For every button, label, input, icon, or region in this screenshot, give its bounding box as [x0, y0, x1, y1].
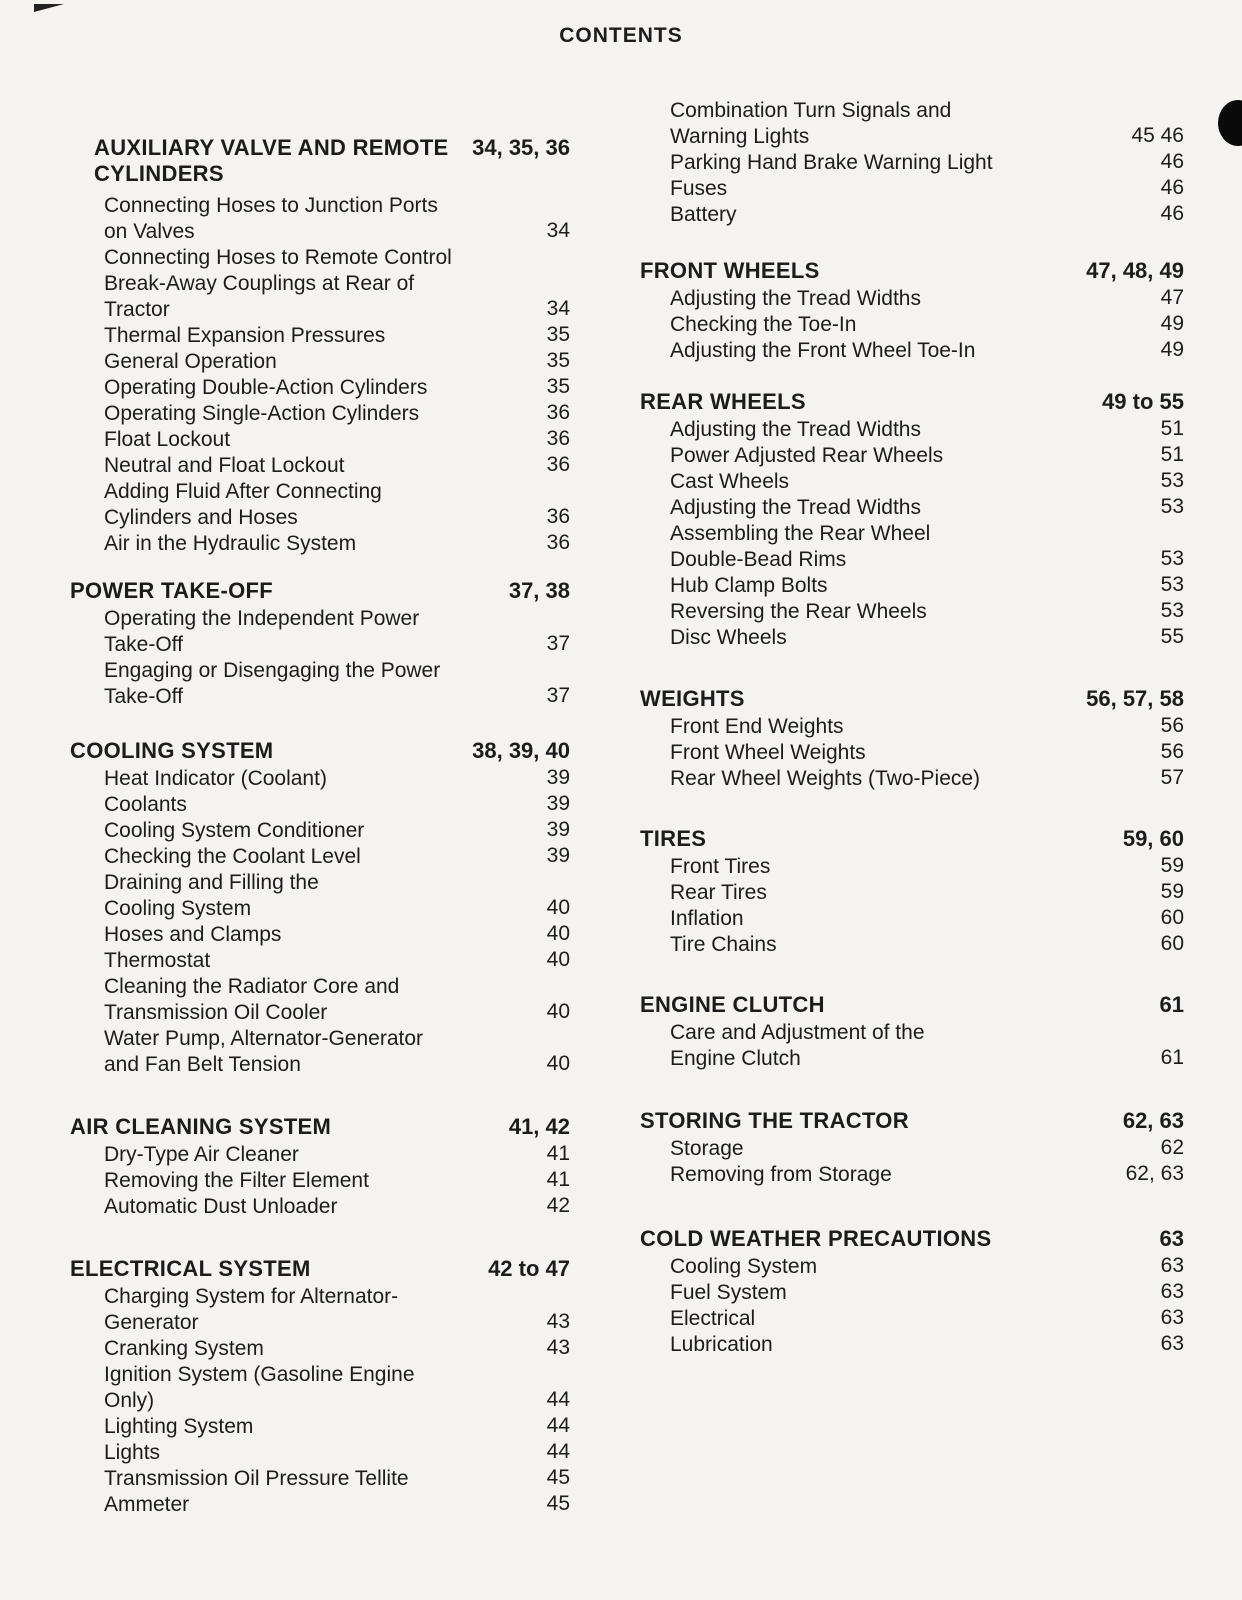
- toc-entry[interactable]: [0, 658, 610, 710]
- toc-entry-page: 36: [546, 453, 570, 476]
- toc-entry-page: 35: [546, 349, 570, 372]
- toc-entry-page: 39: [546, 818, 570, 841]
- toc-entry-page: 45: [546, 1492, 570, 1515]
- toc-entry-page: 36: [546, 505, 570, 528]
- toc-section: [0, 1256, 610, 1518]
- toc-entry-page: 49: [1160, 338, 1184, 361]
- toc-entry[interactable]: [640, 714, 1240, 740]
- toc-entry[interactable]: [0, 766, 610, 792]
- toc-entry-page: 40: [546, 1052, 570, 1075]
- section-heading-text: POWER TAKE-OFF: [70, 578, 273, 603]
- section-heading-text: ENGINE CLUTCH: [640, 992, 825, 1017]
- toc-entry-label: Heat Indicator (Coolant): [104, 767, 327, 790]
- toc-entry-label: Thermostat: [104, 949, 211, 972]
- toc-entry-label: Reversing the Rear Wheels: [670, 600, 927, 623]
- toc-entry-page: 39: [546, 844, 570, 867]
- toc-entry-label: Ammeter: [104, 1493, 190, 1516]
- toc-entry-page: 36: [546, 531, 570, 554]
- toc-entry-page: 53: [1160, 573, 1184, 596]
- toc-entry-label: Dry-Type Air Cleaner: [104, 1143, 299, 1166]
- toc-entry[interactable]: [0, 1362, 610, 1414]
- toc-entry[interactable]: [0, 948, 610, 974]
- section-page-numbers: 56, 57, 58: [1086, 686, 1184, 711]
- toc-entry-label: Adjusting the Tread Widths: [670, 287, 921, 310]
- toc-entry-page: 40: [546, 1000, 570, 1023]
- section-page-numbers: 37, 38: [508, 578, 570, 603]
- toc-entry[interactable]: [0, 1194, 610, 1220]
- toc-entry-label: Engaging or Disengaging the Power Take-Off: [104, 659, 441, 708]
- toc-entry-label: Draining and Filling the Cooling System: [104, 871, 319, 920]
- section-heading[interactable]: [640, 1108, 1240, 1136]
- section-page-numbers: 59, 60: [1122, 826, 1184, 851]
- section-heading-text: AIR CLEANING SYSTEM: [70, 1114, 332, 1139]
- toc-entry-page: 47: [1160, 286, 1184, 309]
- toc-entry[interactable]: [640, 1162, 1240, 1188]
- toc-section: [0, 738, 610, 1078]
- toc-entry-label: Cast Wheels: [670, 470, 790, 493]
- section-heading-text: REAR WHEELS: [640, 389, 806, 414]
- corner-mark: [34, 4, 64, 12]
- toc-entry-label: Operating Single-Action Cylinders: [104, 402, 420, 425]
- toc-section: [640, 1108, 1240, 1188]
- section-heading[interactable]: [0, 578, 610, 606]
- toc-entry-page: 41: [546, 1168, 570, 1191]
- section-page-numbers: 47, 48, 49: [1086, 258, 1184, 283]
- toc-entry-label: Lighting System: [104, 1415, 254, 1438]
- toc-entry-label: Parking Hand Brake Warning Light: [670, 151, 993, 174]
- toc-entry-label: Thermal Expansion Pressures: [104, 324, 386, 347]
- toc-entry-label: Checking the Toe-In: [670, 313, 857, 336]
- toc-entry[interactable]: [0, 375, 610, 401]
- toc-entry[interactable]: [640, 740, 1240, 766]
- toc-entry[interactable]: [640, 417, 1240, 443]
- toc-entry[interactable]: [0, 245, 610, 323]
- section-page-numbers: 63: [1159, 1226, 1184, 1251]
- section-page-numbers: 41, 42: [508, 1114, 570, 1139]
- section-page-numbers: 42 to 47: [488, 1256, 570, 1281]
- toc-entry-page: 36: [546, 401, 570, 424]
- section-heading[interactable]: [0, 135, 610, 193]
- section-heading-text: TIRES: [640, 826, 707, 851]
- toc-entry-page: 53: [1160, 599, 1184, 622]
- toc-entry-page: 53: [1160, 469, 1184, 492]
- toc-entry-label: Rear Wheel Weights (Two-Piece): [670, 767, 981, 790]
- toc-entry[interactable]: [0, 818, 610, 844]
- toc-entry-page: 35: [546, 323, 570, 346]
- section-page-numbers: 61: [1159, 992, 1184, 1017]
- toc-entry-page: 62: [1160, 1136, 1184, 1159]
- toc-entry[interactable]: [640, 573, 1240, 599]
- toc-entry[interactable]: [0, 401, 610, 427]
- toc-section: [640, 1226, 1240, 1358]
- toc-entry-page: 56: [1160, 740, 1184, 763]
- toc-entry-label: Lights: [104, 1441, 161, 1464]
- toc-entry[interactable]: [0, 193, 610, 245]
- toc-entry[interactable]: [0, 349, 610, 375]
- toc-entry-page: 43: [546, 1336, 570, 1359]
- toc-entry-page: 60: [1160, 932, 1184, 955]
- toc-entry-page: 61: [1160, 1046, 1184, 1069]
- toc-entry[interactable]: [640, 521, 1240, 573]
- toc-entry-page: 59: [1160, 854, 1184, 877]
- toc-entry-page: 40: [546, 948, 570, 971]
- toc-entry-page: 41: [546, 1142, 570, 1165]
- toc-entry-page: 63: [1160, 1280, 1184, 1303]
- toc-entry-label: Neutral and Float Lockout: [104, 454, 345, 477]
- toc-entry-page: 44: [546, 1388, 570, 1411]
- toc-entry[interactable]: [640, 1136, 1240, 1162]
- toc-entry-page: 37: [546, 684, 570, 707]
- toc-entry-page: 36: [546, 427, 570, 450]
- toc-entry-label: Ignition System (Gasoline Engine Only): [104, 1363, 415, 1412]
- toc-entry[interactable]: [0, 922, 610, 948]
- toc-entry[interactable]: [0, 1414, 610, 1440]
- toc-entry-label: Combination Turn Signals and Warning Lights: [670, 99, 952, 148]
- section-page-numbers: 38, 39, 40: [472, 738, 570, 763]
- toc-entry[interactable]: [640, 906, 1240, 932]
- toc-entry[interactable]: [640, 338, 1240, 364]
- toc-entry-page: 44: [546, 1414, 570, 1437]
- toc-entry-page: 56: [1160, 714, 1184, 737]
- toc-entry[interactable]: [640, 176, 1240, 202]
- section-heading[interactable]: [640, 258, 1240, 286]
- toc-entry[interactable]: [0, 453, 610, 479]
- toc-entry-label: Connecting Hoses to Junction Ports on Valves: [104, 194, 438, 243]
- page-title: CONTENTS: [559, 24, 683, 47]
- toc-entry-label: Adjusting the Front Wheel Toe-In: [670, 339, 976, 362]
- toc-entry-label: Coolants: [104, 793, 187, 816]
- toc-section: [640, 826, 1240, 958]
- toc-section: [640, 98, 1240, 228]
- toc-entry[interactable]: [640, 1306, 1240, 1332]
- toc-entry-page: 37: [546, 632, 570, 655]
- toc-entry[interactable]: [640, 1020, 1240, 1072]
- toc-entry-page: 60: [1160, 906, 1184, 929]
- section-heading-text: ELECTRICAL SYSTEM: [70, 1256, 311, 1281]
- toc-entry-label: Lubrication: [670, 1333, 773, 1356]
- toc-entry-label: Cooling System: [670, 1255, 818, 1278]
- section-heading[interactable]: [0, 1256, 610, 1284]
- toc-entry[interactable]: [640, 880, 1240, 906]
- toc-entry-label: Rear Tires: [670, 881, 767, 904]
- toc-entry-label: Cranking System: [104, 1337, 264, 1360]
- section-heading-text: WEIGHTS: [640, 686, 745, 711]
- toc-entry-label: Electrical: [670, 1307, 756, 1330]
- toc-entry-page: 53: [1160, 547, 1184, 570]
- section-heading[interactable]: [640, 826, 1240, 854]
- toc-entry[interactable]: [0, 1466, 610, 1492]
- toc-entry[interactable]: [0, 792, 610, 818]
- toc-entry[interactable]: [0, 974, 610, 1026]
- toc-entry-page: 46: [1160, 150, 1184, 173]
- toc-entry-label: Assembling the Rear Wheel Double-Bead Rims: [670, 522, 931, 571]
- toc-entry-label: Operating the Independent Power Take-Off: [104, 607, 420, 656]
- toc-entry[interactable]: [640, 599, 1240, 625]
- toc-entry[interactable]: [640, 1280, 1240, 1306]
- toc-entry[interactable]: [0, 1336, 610, 1362]
- toc-section: [640, 389, 1240, 651]
- toc-entry[interactable]: [0, 1142, 610, 1168]
- toc-entry-label: Removing the Filter Element: [104, 1169, 369, 1192]
- toc-entry[interactable]: [0, 1284, 610, 1336]
- toc-entry-label: Checking the Coolant Level: [104, 845, 361, 868]
- toc-entry-label: Front End Weights: [670, 715, 844, 738]
- toc-entry[interactable]: [640, 625, 1240, 651]
- section-heading[interactable]: [0, 738, 610, 766]
- toc-entry-label: Operating Double-Action Cylinders: [104, 376, 428, 399]
- toc-entry-page: 59: [1160, 880, 1184, 903]
- section-heading-text: COOLING SYSTEM: [70, 738, 274, 763]
- toc-entry-page: 34: [546, 219, 570, 242]
- toc-entry-page: 46: [1160, 202, 1184, 225]
- toc-entry[interactable]: [0, 1026, 610, 1078]
- toc-entry[interactable]: [640, 1332, 1240, 1358]
- toc-entry-label: Battery: [670, 203, 737, 226]
- toc-entry[interactable]: [640, 312, 1240, 338]
- toc-entry[interactable]: [640, 495, 1240, 521]
- toc-entry-page: 43: [546, 1310, 570, 1333]
- toc-entry-page: 62, 63: [1125, 1162, 1184, 1185]
- toc-entry-label: Disc Wheels: [670, 626, 787, 649]
- toc-entry[interactable]: [640, 766, 1240, 792]
- toc-section: [640, 992, 1240, 1072]
- toc-section: [640, 258, 1240, 364]
- toc-entry[interactable]: [640, 443, 1240, 469]
- toc-entry-label: Automatic Dust Unloader: [104, 1195, 338, 1218]
- toc-entry-page: 57: [1160, 766, 1184, 789]
- toc-entry-label: Fuel System: [670, 1281, 787, 1304]
- toc-entry-page: 35: [546, 375, 570, 398]
- toc-entry-label: Adjusting the Tread Widths: [670, 496, 921, 519]
- toc-entry[interactable]: [640, 854, 1240, 880]
- toc-entry-label: Front Wheel Weights: [670, 741, 866, 764]
- toc-entry[interactable]: [0, 427, 610, 453]
- toc-entry-page: 55: [1160, 625, 1184, 648]
- toc-entry-page: 53: [1160, 495, 1184, 518]
- toc-entry[interactable]: [640, 286, 1240, 312]
- section-heading-text: COLD WEATHER PRECAUTIONS: [640, 1226, 992, 1251]
- toc-entry-label: Adjusting the Tread Widths: [670, 418, 921, 441]
- toc-entry[interactable]: [0, 1492, 610, 1518]
- section-heading[interactable]: [640, 992, 1240, 1020]
- section-heading[interactable]: [0, 1114, 610, 1142]
- toc-entry[interactable]: [0, 870, 610, 922]
- toc-entry-label: Hoses and Clamps: [104, 923, 282, 946]
- toc-entry[interactable]: [0, 479, 610, 531]
- toc-entry[interactable]: [0, 323, 610, 349]
- toc-entry-label: Transmission Oil Pressure Tellite: [104, 1467, 409, 1490]
- toc-entry-page: 34: [546, 297, 570, 320]
- toc-entry[interactable]: [640, 932, 1240, 958]
- toc-entry[interactable]: [0, 606, 610, 658]
- toc-entry-page: 63: [1160, 1306, 1184, 1329]
- toc-entry-label: Care and Adjustment of the Engine Clutch: [670, 1021, 925, 1070]
- section-heading[interactable]: [640, 1226, 1240, 1254]
- section-page-numbers: 49 to 55: [1102, 389, 1184, 414]
- toc-entry-label: Storage: [670, 1137, 744, 1160]
- toc-entry-page: 63: [1160, 1332, 1184, 1355]
- toc-entry-page: 49: [1160, 312, 1184, 335]
- toc-section: [0, 578, 610, 710]
- toc-entry[interactable]: [640, 1254, 1240, 1280]
- toc-entry-label: Inflation: [670, 907, 744, 930]
- section-heading[interactable]: [640, 686, 1240, 714]
- toc-entry-label: Float Lockout: [104, 428, 231, 451]
- toc-entry-label: Charging System for Alternator- Generator: [104, 1285, 399, 1334]
- toc-entry-label: Air in the Hydraulic System: [104, 532, 357, 555]
- toc-entry-label: Tire Chains: [670, 933, 777, 956]
- section-heading-text: FRONT WHEELS: [640, 258, 820, 283]
- toc-entry-page: 46: [1160, 176, 1184, 199]
- toc-entry-label: Cooling System Conditioner: [104, 819, 365, 842]
- toc-entry[interactable]: [640, 469, 1240, 495]
- toc-entry-page: 45 46: [1131, 124, 1184, 147]
- toc-entry[interactable]: [0, 1440, 610, 1466]
- toc-entry-page: 39: [546, 766, 570, 789]
- toc-entry-label: Adding Fluid After Connecting Cylinders and Hoses: [104, 480, 382, 529]
- toc-entry-page: 63: [1160, 1254, 1184, 1277]
- toc-entry[interactable]: [640, 202, 1240, 228]
- toc-entry-page: 44: [546, 1440, 570, 1463]
- toc-entry-page: 40: [546, 896, 570, 919]
- toc-entry-page: 45: [546, 1466, 570, 1489]
- toc-section: [640, 686, 1240, 792]
- section-heading[interactable]: [640, 389, 1240, 417]
- toc-entry-page: 51: [1160, 417, 1184, 440]
- toc-entry[interactable]: [640, 150, 1240, 176]
- section-heading-text: AUXILIARY VALVE AND REMOTE CYLINDERS: [94, 135, 449, 186]
- toc-section: [0, 135, 610, 557]
- toc-entry-page: 51: [1160, 443, 1184, 466]
- toc-entry-label: Hub Clamp Bolts: [670, 574, 828, 597]
- toc-entry-label: Power Adjusted Rear Wheels: [670, 444, 944, 467]
- toc-entry-label: General Operation: [104, 350, 277, 373]
- toc-section: [0, 1114, 610, 1220]
- toc-entry[interactable]: [0, 1168, 610, 1194]
- toc-entry-label: Removing from Storage: [670, 1163, 892, 1186]
- toc-entry-page: 39: [546, 792, 570, 815]
- toc-entry[interactable]: [0, 844, 610, 870]
- toc-entry-label: Front Tires: [670, 855, 771, 878]
- section-page-numbers: 34, 35, 36: [472, 135, 570, 160]
- toc-entry-label: Fuses: [670, 177, 728, 200]
- section-page-numbers: 62, 63: [1122, 1108, 1184, 1133]
- section-heading-text: STORING THE TRACTOR: [640, 1108, 909, 1133]
- toc-entry-label: Water Pump, Alternator-Generator and Fan Belt Tension: [104, 1027, 424, 1076]
- toc-entry-page: 40: [546, 922, 570, 945]
- toc-entry-label: Connecting Hoses to Remote Control Break-Away Couplings at Rear of Tractor: [104, 246, 452, 321]
- toc-entry[interactable]: [0, 531, 610, 557]
- toc-entry-label: Cleaning the Radiator Core and Transmission Oil Cooler: [104, 975, 400, 1024]
- toc-entry[interactable]: [640, 98, 1240, 150]
- toc-entry-page: 42: [546, 1194, 570, 1217]
